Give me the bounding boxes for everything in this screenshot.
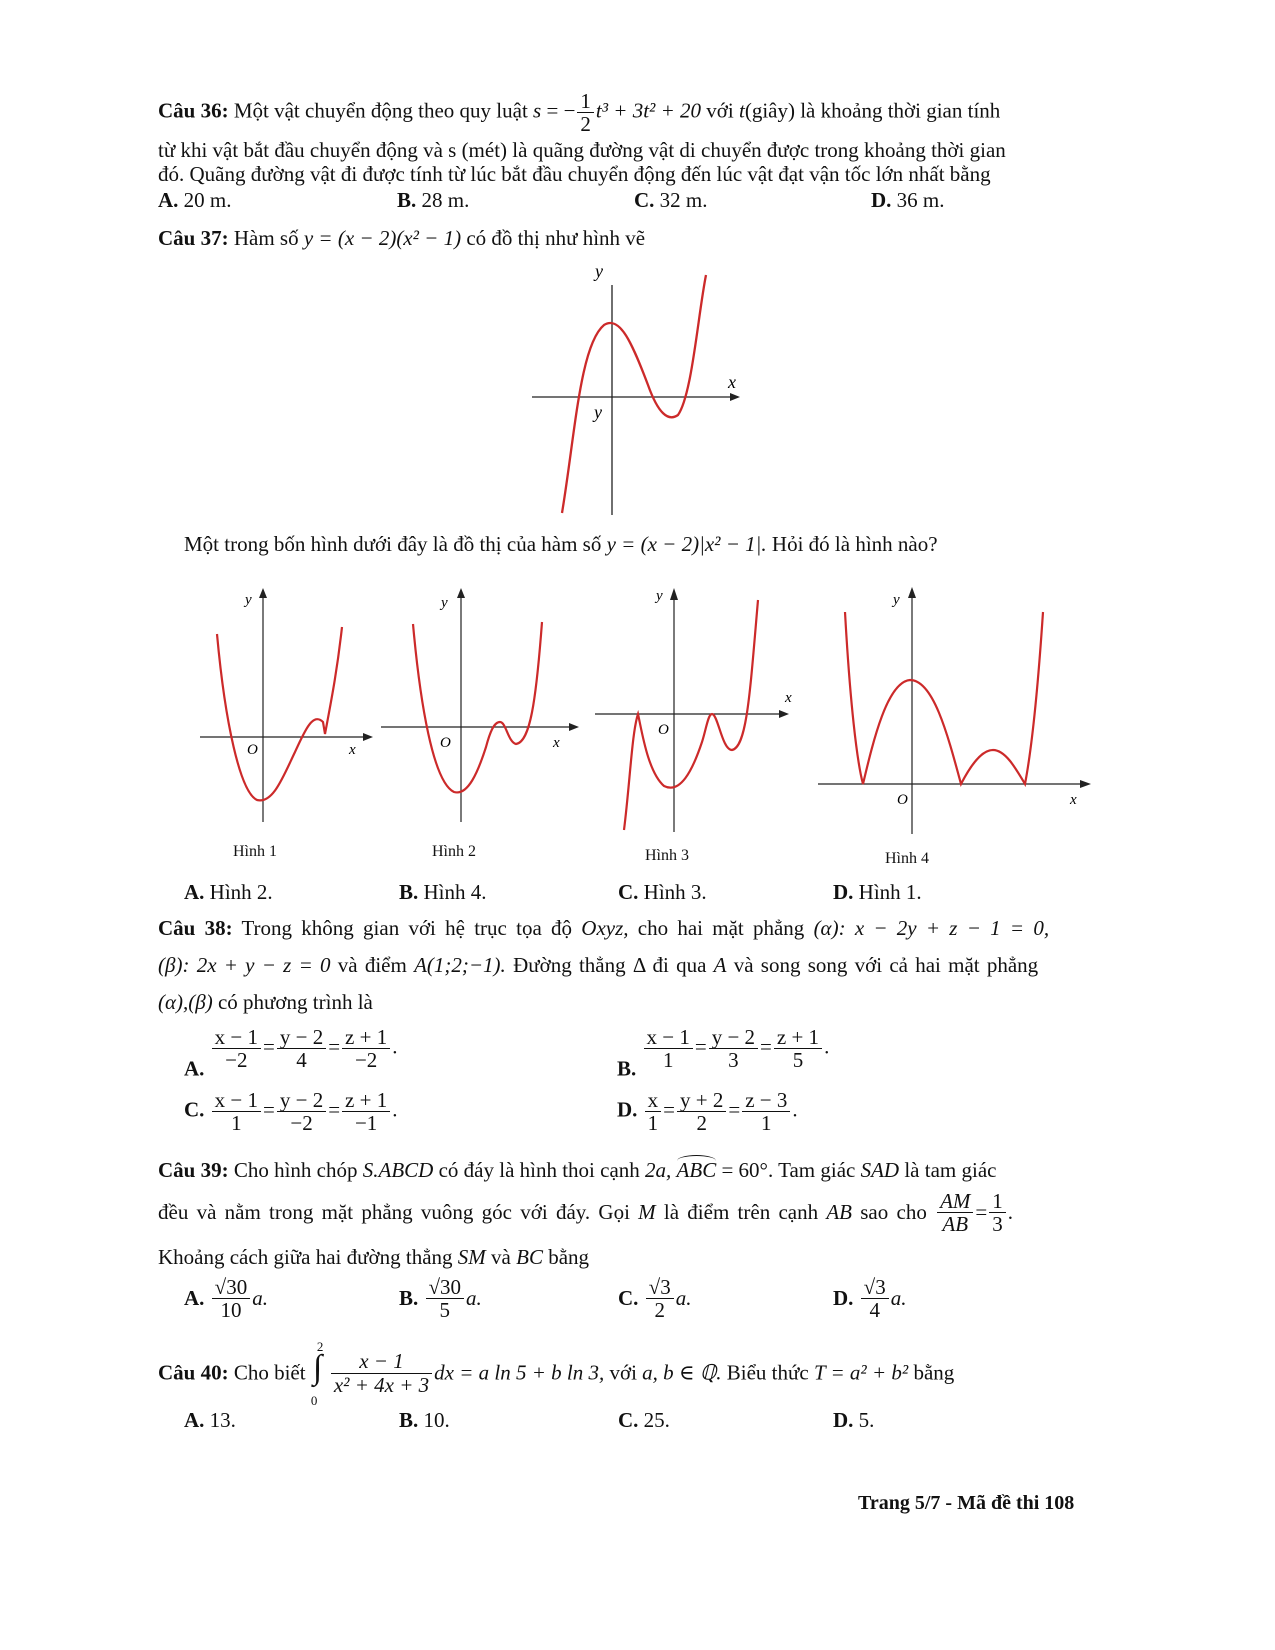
q39-line1 [158,1158,996,1183]
fig2-o: O [440,735,451,751]
q39-angle: ABC [677,1155,717,1182]
q38-text6: và song song với cả hai mặt phẳng [733,953,1039,977]
q38-option-c[interactable]: C. $\frac{x - 1}{1}$ = $\frac{y - 2}{-2}$ = $\frac{z + 1}{-1}$ . [184,1088,398,1136]
x-axis-arrow [569,723,579,731]
frac [277,1089,326,1134]
den: 4 [296,1048,307,1073]
q37-option-a[interactable] [184,880,273,905]
den: −2 [290,1111,313,1136]
opt-letter: B. [399,1286,419,1311]
q36-expr: t³ + 3t² + 20 [595,98,702,123]
opt-text: Hình 3. [643,880,707,904]
tail: a. [252,1286,268,1311]
q37-func: y = (x − 2)(x² − 1) [303,226,462,250]
q36-line2: từ khi vật bắt đầu chuyển động và s (mét) là quãng đường vật di chuyển được trong khoảng thời gian [158,138,1006,162]
cubic-curve [562,275,706,513]
num: z − 3 [742,1089,790,1112]
fig1-o: O [247,742,258,758]
page-footer: Trang 5/7 - Mã đề thi 108 [858,1492,1075,1514]
y-axis-arrow [908,587,916,598]
q38-option-d[interactable]: D. $\frac{x}{1}$ = $\frac{y + 2}{2}$ = $\frac{z - 3}{1}$ . [617,1088,798,1136]
num: y − 2 [277,1089,326,1112]
q39-bc: BC [516,1245,543,1269]
q36-line1 [158,90,1000,135]
y-axis-arrow [457,588,465,598]
num: √30 [212,1276,251,1299]
q36-frac-den: 2 [580,112,591,137]
figure-1-caption: Hình 1 [233,843,277,860]
int-lower: 0 [310,1393,318,1408]
q36-option-c[interactable] [634,188,708,213]
q39-text9: bằng [548,1245,590,1269]
tail: a. [890,1286,907,1311]
q36-option-d[interactable] [871,188,945,213]
q36-option-a[interactable] [158,188,232,213]
y-axis-arrow [259,588,267,598]
q36-text2: với [706,98,734,123]
q36-label: Câu 36: [158,98,229,123]
opt-text: Hình 2. [209,880,273,904]
q39-line3 [158,1245,589,1270]
den: 1 [662,1048,674,1073]
fig4-y: y [893,592,900,608]
tail: a. [466,1286,482,1311]
q36-s: s [533,98,542,123]
q39-option-b[interactable] [399,1276,482,1321]
q40-option-d[interactable] [833,1408,874,1433]
q40-texpr: T = a² + b² [813,1360,909,1385]
den: −2 [225,1048,248,1073]
q38-line2 [158,953,1038,978]
num: x − 1 [212,1089,261,1112]
q38-beta-eq: (β): 2x + y − z = 0 [158,953,331,977]
x-axis-arrow [779,710,789,718]
q38-line1 [158,916,1049,941]
q38-oxyz: Oxyz, [581,916,629,940]
q37-intro-text2: Hỏi đó là hình nào? [771,532,938,556]
fig3-x: x [785,690,792,706]
den: 5 [792,1048,804,1073]
x-axis-arrow [363,733,373,741]
q38-text2: cho hai mặt phẳng [637,916,805,940]
figure-4 [815,582,1100,837]
num: x [645,1089,662,1112]
q38-alpha-eq: (α): x − 2y + z − 1 = 0, [813,916,1050,940]
figure-3 [592,582,797,837]
q39-text5: đều và nằm trong mặt phẳng vuông góc với đáy. Gọi [158,1200,630,1225]
opt-letter: A. [184,880,205,904]
q38-option-a[interactable]: A. $\frac{x - 1}{-2}$ = $\frac{y - 2}{4}$ = $\frac{z + 1}{-2}$ . [184,1025,398,1081]
q39-text: Cho hình chóp [233,1158,358,1182]
num: √30 [426,1276,465,1299]
q39-ab: AB [826,1200,852,1225]
q40-line1 [158,1339,955,1408]
num: AM [937,1190,973,1213]
q39-side: 2a, [645,1158,672,1182]
opt-text: 5. [858,1408,875,1432]
frac [646,1276,674,1321]
opt-letter: C. [618,1286,639,1311]
q37-option-c[interactable] [618,880,707,905]
integral-sign [310,1339,329,1408]
opt-text: 25. [643,1408,670,1432]
frac [742,1089,790,1134]
opt-letter: B. [399,1408,419,1432]
q38-line3 [158,990,373,1015]
fig2-curve [413,622,542,792]
num: z + 1 [342,1026,390,1049]
opt-text: 32 m. [659,188,708,212]
frac [709,1026,758,1071]
frac [212,1276,251,1321]
frac [212,1026,261,1071]
q37-main-graph [520,255,760,520]
q40-text2: với [609,1360,637,1385]
tail: a. [675,1286,692,1311]
q40-integrand [331,1350,432,1395]
opt-letter: D. [617,1097,638,1122]
frac [342,1089,390,1134]
q40-text4: bằng [913,1360,955,1385]
num: x − 1 [212,1026,261,1049]
graph-x-label: x [728,372,736,392]
q37-label: Câu 37: [158,226,229,250]
opt-letter: D. [833,880,854,904]
x-axis-arrow [1080,780,1091,788]
den: 3 [728,1048,739,1073]
opt-letter: D. [871,188,892,212]
fig3-y: y [656,588,663,604]
opt-text: 13. [209,1408,236,1432]
opt-letter: D. [833,1286,854,1311]
q37-intro-text: Một trong bốn hình dưới đây là đồ thị của hàm số [184,532,602,556]
q40-text3: Biểu thức [726,1360,809,1385]
q37-text: Hàm số [233,226,299,250]
int-upper: 2 [316,1339,324,1354]
q39-angle-val: = 60°. [721,1158,774,1182]
q40-text: Cho biết [233,1360,306,1385]
opt-letter: A. [158,188,179,212]
q39-ratio-value [989,1190,1006,1235]
den: −2 [354,1048,378,1073]
frac [677,1089,726,1134]
q37-intro [184,532,938,557]
opt-letter: B. [399,880,419,904]
den: 4 [869,1298,880,1323]
den: 2 [696,1111,707,1136]
graph-y-label: y [595,261,603,281]
opt-letter: A. [184,1408,205,1432]
figure-3-caption: Hình 3 [645,847,689,864]
q39-label: Câu 39: [158,1158,229,1182]
opt-letter: A. [184,1286,205,1311]
opt-text: 36 m. [896,188,945,212]
num: z + 1 [774,1026,822,1049]
den: 1 [761,1111,772,1136]
fig3-curve [624,600,758,830]
q39-text4: là tam giác [904,1158,997,1182]
q39-sad: SAD [860,1158,900,1182]
q36-option-b[interactable] [397,188,469,213]
frac [774,1026,822,1071]
q39-m: M [638,1200,656,1225]
q39-option-c[interactable] [618,1276,691,1321]
q37-func2: y = (x − 2)|x² − 1|. [606,532,767,556]
q38-text: Trong không gian với hệ trục tọa độ [241,916,573,940]
q39-sm: SM [457,1245,486,1269]
q39-text6: là điểm trên cạnh [663,1200,819,1225]
frac [644,1026,693,1071]
num: z + 1 [342,1089,390,1112]
num: x − 1 [644,1026,693,1049]
q40-option-c[interactable] [618,1408,670,1433]
q40-label: Câu 40: [158,1360,229,1385]
q37-line1 [158,226,645,251]
den: AB [942,1212,969,1237]
q39-and: và [491,1245,511,1269]
num: y − 2 [709,1026,758,1049]
q38-a: A [713,953,727,977]
q39-option-d[interactable] [833,1276,906,1321]
q36-text: Một vật chuyển động theo quy luật [233,98,528,123]
q38-text4: Đường thẳng [513,953,626,977]
fig4-o: O [897,792,908,808]
fig3-o: O [658,722,669,738]
frac [342,1026,390,1071]
fig1-curve [217,627,342,800]
q36-frac-num: 1 [577,90,594,113]
opt-letter: D. [833,1408,854,1432]
opt-letter: B. [397,188,417,212]
opt-text: 20 m. [183,188,232,212]
graph-y2-label: y [594,402,602,422]
q39-ratio-eq: = [975,1200,988,1225]
q37-option-d[interactable] [833,880,922,905]
q40-cond: a, b ∈ ℚ. [642,1360,722,1385]
den: 10 [220,1298,242,1323]
q39-text8: Khoảng cách giữa hai đường thẳng [158,1245,453,1269]
opt-letter: C. [618,1408,639,1432]
q39-text2: có đáy là hình thoi cạnh [438,1158,640,1182]
q36-tvar: t [738,98,745,123]
q36-line3: đó. Quãng đường vật đi được tính từ lúc bắt đầu chuyển động đến lúc vật đạt vận tốc lớn nhất bằng [158,162,991,186]
q38-text3: và điểm [337,953,407,977]
q40-int-tail: dx = a ln 5 + b ln 3, [434,1360,605,1385]
q38-delta: Δ [632,953,646,977]
opt-letter: C. [184,1097,205,1122]
frac [212,1089,261,1134]
q37-option-b[interactable] [399,880,487,905]
frac [277,1026,326,1071]
opt-letter: C. [618,880,639,904]
q39-sabcd: S.ABCD [362,1158,434,1182]
fig1-y: y [245,592,252,608]
num: 1 [989,1190,1006,1213]
den: 1 [647,1111,659,1136]
den: −1 [354,1111,378,1136]
q38-label: Câu 38: [158,916,233,940]
q36-text3: (giây) là khoảng thời gian tính [744,98,1001,123]
den: 5 [439,1298,451,1323]
q40-option-b[interactable] [399,1408,450,1433]
q39-ratio [937,1190,973,1235]
int-symbol: ∫ [312,1349,323,1386]
fig4-curve [845,612,1043,784]
frac [861,1276,889,1321]
figure-2-caption: Hình 2 [432,843,476,860]
opt-text: 28 m. [421,188,470,212]
q38-option-b[interactable]: B. $\frac{x - 1}{1}$ = $\frac{y - 2}{3}$ = $\frac{z + 1}{5}$ . [617,1025,830,1081]
fig2-y: y [441,595,448,611]
opt-letter: A. [184,1056,205,1081]
q37-text2: có đồ thị như hình vẽ [466,226,646,250]
q36-fraction [577,90,594,135]
fig1-x: x [349,742,356,758]
figure-2 [378,582,583,832]
q39-option-a[interactable] [184,1276,268,1321]
x-axis-arrow [730,393,740,401]
frac [645,1089,662,1134]
frac [426,1276,465,1321]
q38-text7: có phương trình là [217,990,373,1014]
opt-text: 10. [423,1408,450,1432]
opt-text: Hình 4. [423,880,487,904]
q38-point: A(1;2;−1). [414,953,506,977]
num: √3 [646,1276,674,1299]
den: 2 [654,1298,665,1323]
num: y − 2 [277,1026,326,1049]
opt-letter: B. [617,1056,637,1081]
num: y + 2 [677,1089,726,1112]
opt-text: Hình 1. [858,880,922,904]
opt-letter: C. [634,188,655,212]
den: 3 [992,1212,1003,1237]
num: √3 [861,1276,889,1299]
y-axis-arrow [670,588,678,600]
q36-eq: = − [546,98,576,123]
den: 1 [231,1111,242,1136]
q39-line2: đều và nằm trong mặt phẳng vuông góc với đáy. Gọi M là điểm trên cạnh AB sao cho $\frac{AM}{AB}$ = $\frac{1}{3}$ . [158,1189,1013,1237]
q39-text3: Tam giác [778,1158,856,1182]
figure-1 [195,582,375,832]
figure-4-caption: Hình 4 [885,850,929,867]
q40-option-a[interactable] [184,1408,236,1433]
fig2-x: x [553,735,560,751]
num: x − 1 [331,1350,432,1373]
q38-planes: (α),(β) [158,990,213,1014]
den: x² + 4x + 3 [333,1372,430,1397]
fig4-x: x [1070,792,1077,808]
q38-text5: đi qua [652,953,707,977]
q39-text7: sao cho [860,1200,927,1225]
